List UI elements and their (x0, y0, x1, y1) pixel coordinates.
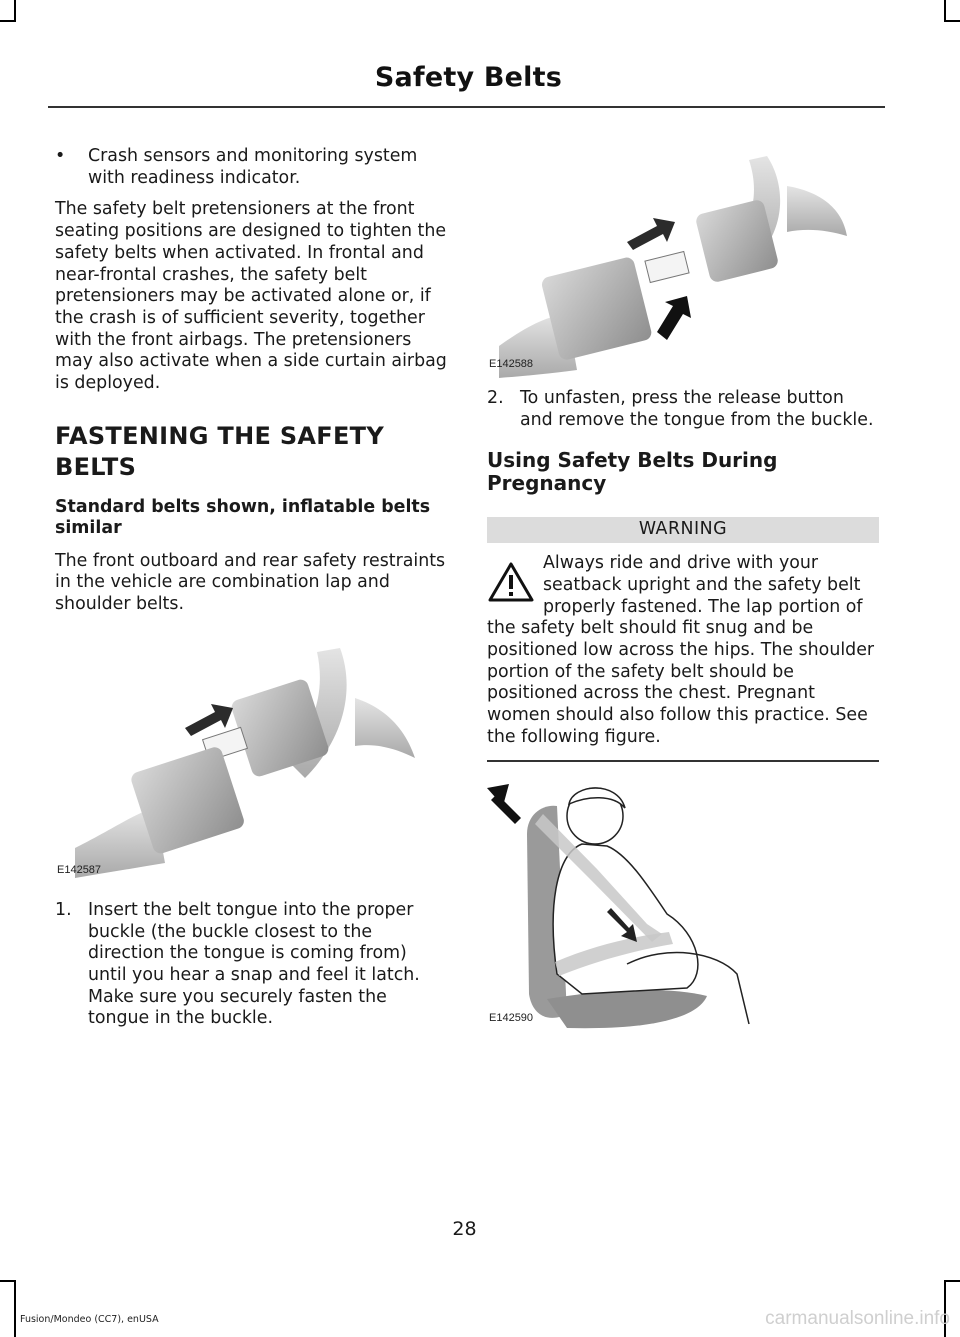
footer-model: Fusion/Mondeo (CC7), enUSA (20, 1314, 159, 1325)
step-text: Insert the belt tongue into the proper buckle (the buckle closest to the direction the tongue is coming from) until you hear a snap and feel it latch. Make sure you securely fasten the tongue in the buckle. (88, 899, 420, 1029)
warning-block (487, 553, 879, 762)
step-2 (487, 388, 879, 431)
header-divider (48, 106, 885, 108)
section-title-line: FASTENING THE SAFETY (55, 421, 385, 450)
bullet-text: Crash sensors and monitoring system with readiness indicator. (88, 146, 418, 188)
warning-label: WARNING (487, 517, 879, 543)
crop-mark (14, 0, 16, 20)
crop-mark (14, 1280, 16, 1337)
figure-code: E142588 (489, 358, 534, 371)
section-title (55, 421, 447, 483)
crop-mark (0, 20, 16, 22)
right-column (487, 146, 879, 1032)
figure-pregnancy-belt (487, 774, 879, 1032)
crop-mark (944, 20, 960, 22)
figure-code: E142587 (57, 864, 102, 877)
belt-type-paragraph: The front outboard and rear safety restraints in the vehicle are combination lap and shoulder belts. (55, 550, 446, 615)
crop-mark (944, 1280, 960, 1282)
pregnancy-belt-illustration (487, 774, 879, 1032)
page-title: Safety Belts (374, 62, 562, 93)
subheading: Standard belts shown, inflatable belts similar (55, 496, 431, 538)
step-text: To unfasten, press the release button and remove the tongue from the buckle. (520, 388, 874, 430)
bullet-item (55, 146, 447, 189)
release-arrow (627, 218, 675, 250)
crop-mark (0, 1280, 16, 1282)
page-number: 28 (452, 1218, 477, 1240)
warning-text: Always ride and drive with your seatback upright and the safety belt properly fastened. The lap portion of the safety belt should fit snug and be positioned low across the hips. The shoulder portion of the safety belt should be positioned across the chest. Pregnant women should also follow this practice. See the following figure. (487, 553, 875, 747)
figure-buckle-release (487, 146, 879, 378)
crop-mark (944, 0, 946, 20)
step-1 (55, 900, 447, 1030)
bullet-mark: • (55, 146, 66, 166)
buckle-fasten-illustration (55, 628, 447, 884)
pregnancy-heading: Using Safety Belts During Pregnancy (487, 448, 778, 496)
figure-code: E142590 (489, 1012, 534, 1025)
shoulder-arrow (491, 794, 521, 824)
buckle-release-illustration (487, 146, 879, 378)
warning-triangle-icon (487, 561, 535, 603)
pretensioner-paragraph: The safety belt pretensioners at the front seating positions are designed to tighten the safety belts when activated. In frontal and near-frontal crashes, the safety belt pretensioners may be activated alone or, if the crash is of sufficient severity, together with the front airbags. The pretensioners may also activate when a side curtain airbag is deployed. (55, 199, 447, 394)
direction-arrow (185, 704, 233, 736)
step-number: 2. (487, 388, 504, 408)
figure-buckle-fasten (55, 628, 447, 884)
press-arrow (657, 296, 691, 340)
watermark: carmanualsonline.info (765, 1308, 950, 1329)
left-column (55, 146, 447, 1042)
step-number: 1. (55, 899, 72, 920)
warning-divider (487, 760, 879, 762)
section-title-line: BELTS (55, 452, 137, 481)
